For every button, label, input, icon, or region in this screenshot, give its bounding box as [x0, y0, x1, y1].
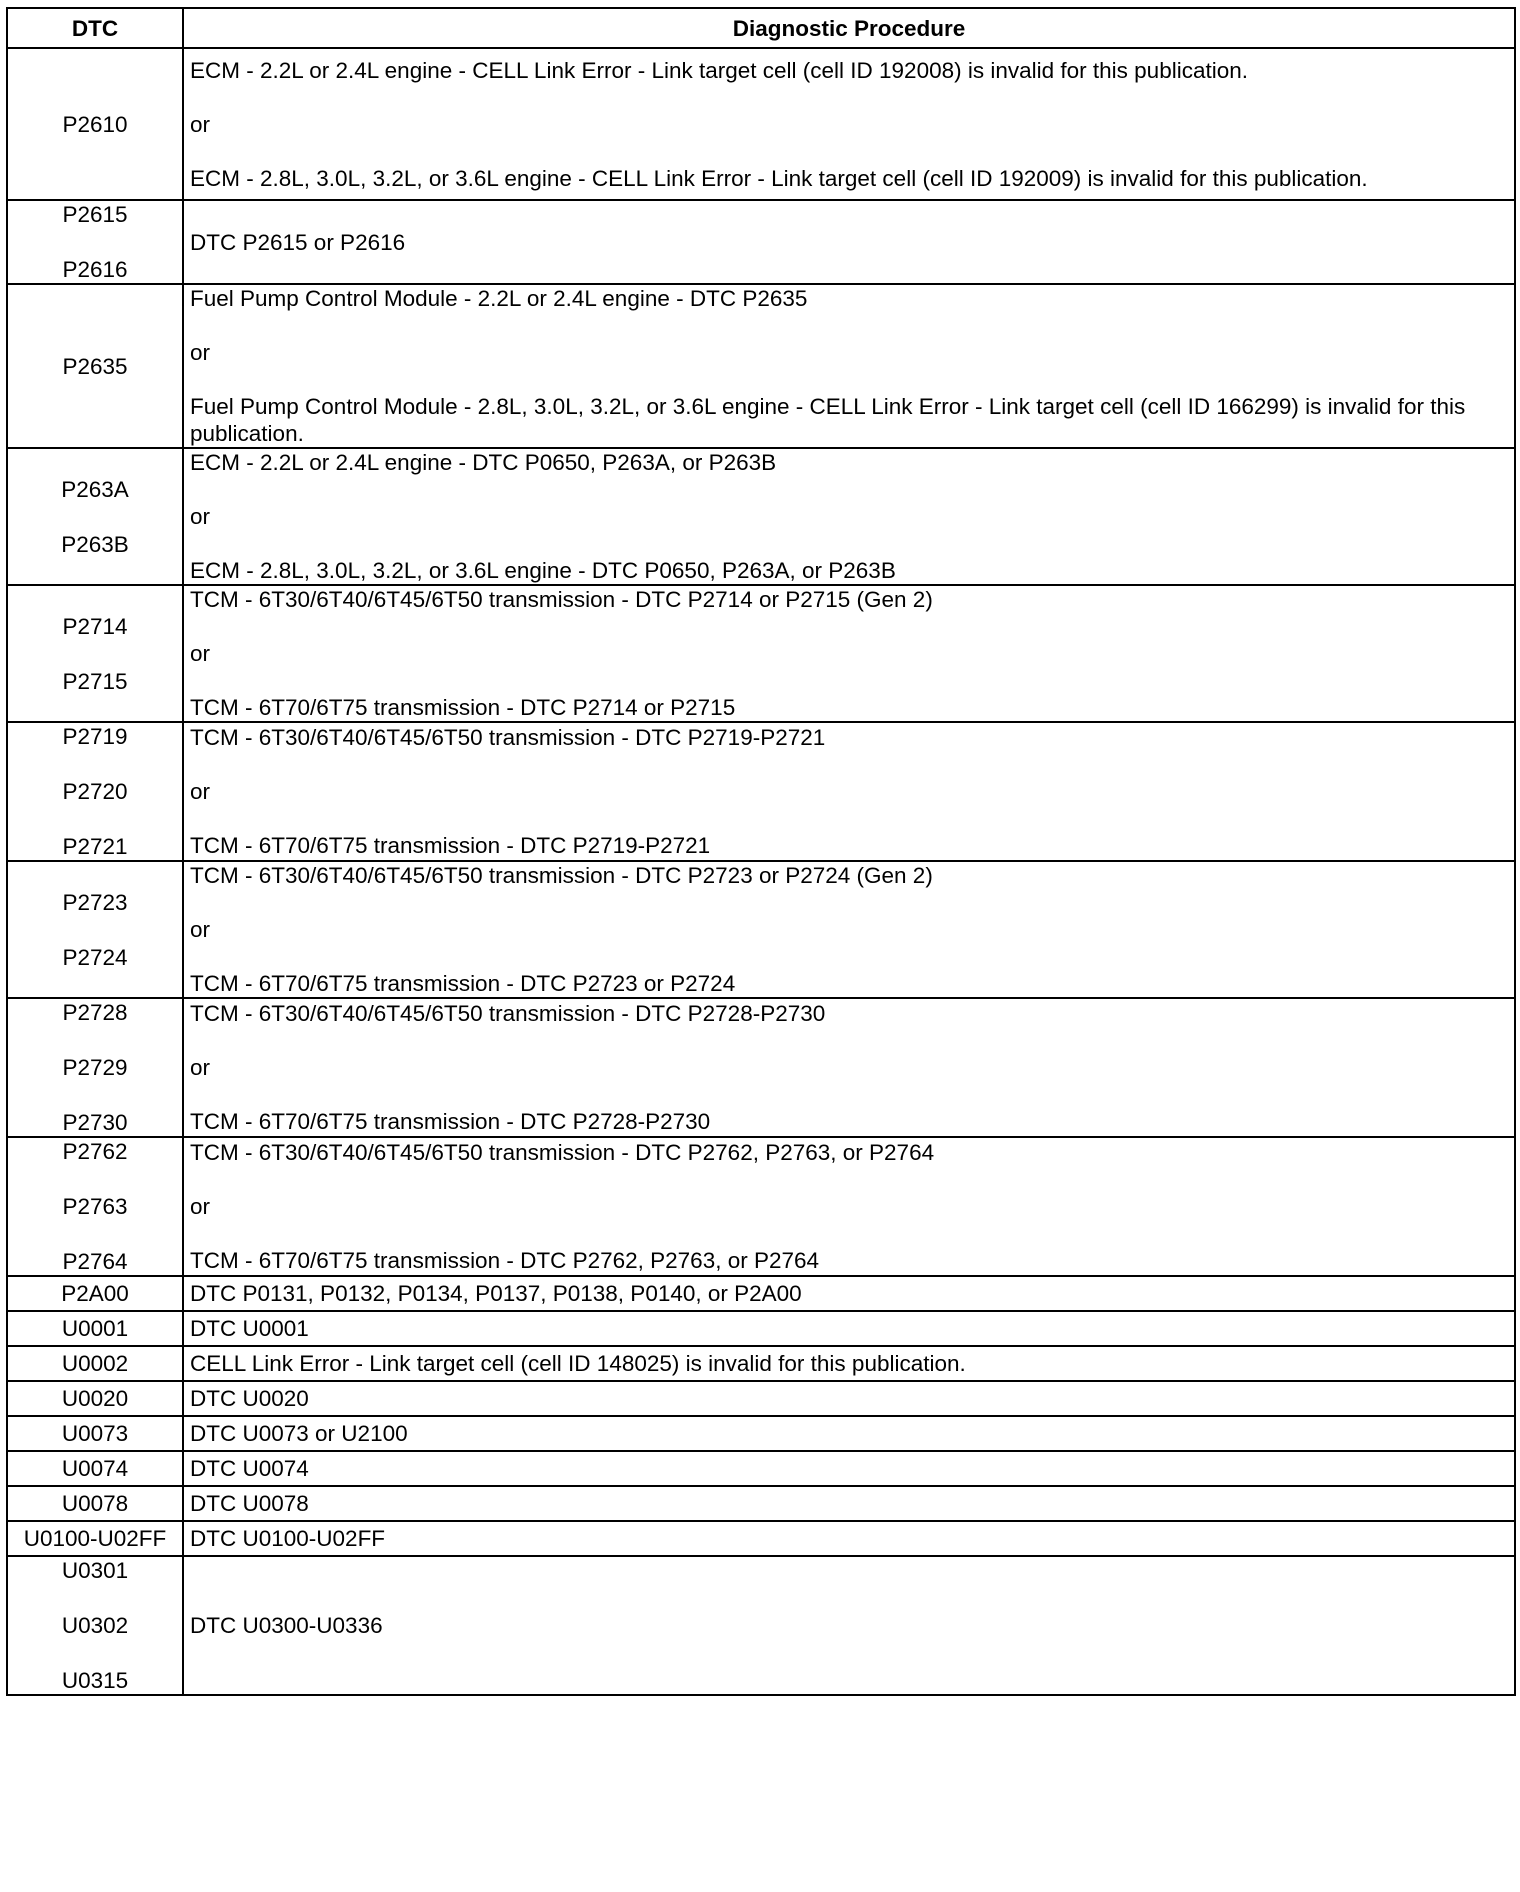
or-separator: or	[190, 1055, 211, 1080]
dtc-code: P2635	[62, 353, 128, 379]
procedure-cell	[183, 1556, 1515, 1695]
dtc-cell	[7, 722, 183, 861]
procedure-text: ECM - 2.2L or 2.4L engine - DTC P0650, P263A, or P263B	[190, 450, 777, 475]
dtc-code: P2721	[62, 834, 128, 859]
procedure-cell	[183, 1311, 1515, 1346]
dtc-table	[6, 7, 1516, 1696]
dtc-cell	[7, 1451, 183, 1486]
dtc-cell	[7, 1276, 183, 1311]
dtc-code: P2730	[62, 1110, 128, 1135]
table-row	[7, 1556, 1515, 1695]
or-separator: or	[190, 340, 211, 365]
procedure-text: TCM - 6T30/6T40/6T45/6T50 transmission - DTC P2723 or P2724 (Gen 2)	[190, 863, 933, 888]
table-row	[7, 48, 1515, 200]
dtc-code: U0001	[61, 1316, 129, 1341]
table-row	[7, 448, 1515, 585]
or-separator: or	[190, 111, 211, 137]
dtc-cell	[7, 861, 183, 998]
dtc-cell	[7, 1556, 183, 1695]
header-row	[7, 8, 1515, 48]
table-row	[7, 1381, 1515, 1416]
procedure-text: TCM - 6T70/6T75 transmission - DTC P2723 or P2724	[190, 971, 736, 996]
or-separator: or	[190, 779, 211, 804]
dtc-code: P2616	[62, 257, 128, 282]
dtc-cell	[7, 1137, 183, 1276]
procedure-cell	[183, 1346, 1515, 1381]
dtc-code: P2728	[62, 1000, 128, 1025]
or-separator: or	[190, 1194, 211, 1219]
table-row	[7, 1521, 1515, 1556]
dtc-cell	[7, 1486, 183, 1521]
dtc-cell	[7, 585, 183, 722]
table-row	[7, 1346, 1515, 1381]
dtc-code: U0315	[61, 1668, 129, 1693]
procedure-text: DTC U0001	[190, 1316, 309, 1341]
procedure-text: Fuel Pump Control Module - 2.2L or 2.4L engine - DTC P2635	[190, 286, 808, 311]
procedure-text: DTC P0131, P0132, P0134, P0137, P0138, P0140, or P2A00	[190, 1281, 802, 1306]
dtc-code: U0302	[61, 1613, 129, 1638]
procedure-cell	[183, 448, 1515, 585]
procedure-cell	[183, 284, 1515, 448]
procedure-cell	[183, 1137, 1515, 1276]
dtc-cell	[7, 448, 183, 585]
table-row	[7, 1137, 1515, 1276]
procedure-text: Fuel Pump Control Module - 2.8L, 3.0L, 3.2L, or 3.6L engine - CELL Link Error - Link target cell (cell ID 166299) is invalid for this publication.	[190, 394, 1466, 446]
dtc-code: P2764	[62, 1249, 128, 1274]
table-row	[7, 1276, 1515, 1311]
procedure-cell	[183, 1416, 1515, 1451]
dtc-cell	[7, 1346, 183, 1381]
table-row	[7, 1486, 1515, 1521]
header-diagnostic-procedure: Diagnostic Procedure	[183, 8, 1515, 48]
table-row	[7, 1416, 1515, 1451]
table-row	[7, 585, 1515, 722]
procedure-text: TCM - 6T30/6T40/6T45/6T50 transmission - DTC P2719-P2721	[190, 725, 826, 750]
table-row	[7, 998, 1515, 1137]
dtc-table-container	[6, 7, 1514, 1696]
dtc-code: P2723	[62, 889, 128, 915]
dtc-code: U0301	[61, 1558, 129, 1583]
procedure-cell	[183, 200, 1515, 284]
procedure-text: DTC U0078	[190, 1491, 309, 1516]
procedure-cell	[183, 1486, 1515, 1521]
dtc-code: U0074	[61, 1456, 129, 1481]
procedure-cell	[183, 722, 1515, 861]
table-row	[7, 1311, 1515, 1346]
procedure-text: TCM - 6T30/6T40/6T45/6T50 transmission - DTC P2728-P2730	[190, 1001, 826, 1026]
dtc-code: P2763	[62, 1194, 128, 1219]
procedure-text: ECM - 2.8L, 3.0L, 3.2L, or 3.6L engine - DTC P0650, P263A, or P263B	[190, 558, 896, 583]
procedure-cell	[183, 1381, 1515, 1416]
dtc-code: U0002	[61, 1351, 129, 1376]
procedure-cell	[183, 1521, 1515, 1556]
dtc-code: P2724	[62, 944, 128, 970]
procedure-cell	[183, 861, 1515, 998]
dtc-code: P2729	[62, 1055, 128, 1080]
procedure-text: TCM - 6T70/6T75 transmission - DTC P2762, P2763, or P2764	[190, 1248, 820, 1273]
dtc-cell	[7, 48, 183, 200]
or-separator: or	[190, 917, 211, 942]
dtc-cell	[7, 1521, 183, 1556]
procedure-text: TCM - 6T70/6T75 transmission - DTC P2719-P2721	[190, 833, 711, 858]
header-dtc: DTC	[7, 8, 183, 48]
procedure-cell	[183, 1276, 1515, 1311]
procedure-text: TCM - 6T70/6T75 transmission - DTC P2714 or P2715	[190, 695, 736, 720]
procedure-text: TCM - 6T30/6T40/6T45/6T50 transmission - DTC P2762, P2763, or P2764	[190, 1140, 935, 1165]
dtc-cell	[7, 200, 183, 284]
dtc-code: P2A00	[61, 1281, 129, 1306]
procedure-text: DTC U0100-U02FF	[190, 1526, 386, 1551]
dtc-code: P2762	[62, 1139, 128, 1164]
dtc-code: U0100-U02FF	[23, 1526, 167, 1551]
procedure-text: TCM - 6T70/6T75 transmission - DTC P2728-P2730	[190, 1109, 711, 1134]
dtc-cell	[7, 1416, 183, 1451]
table-row	[7, 200, 1515, 284]
procedure-text: CELL Link Error - Link target cell (cell ID 148025) is invalid for this publication.	[190, 1351, 966, 1376]
dtc-code: U0073	[61, 1421, 129, 1446]
procedure-text: DTC P2615 or P2616	[190, 229, 406, 255]
procedure-text: ECM - 2.2L or 2.4L engine - CELL Link Error - Link target cell (cell ID 192008) is invalid for this publication.	[190, 57, 1248, 83]
dtc-cell	[7, 284, 183, 448]
table-body	[7, 48, 1515, 1695]
dtc-code: P263B	[61, 531, 129, 557]
procedure-text: TCM - 6T30/6T40/6T45/6T50 transmission - DTC P2714 or P2715 (Gen 2)	[190, 587, 933, 612]
procedure-text: DTC U0074	[190, 1456, 309, 1481]
procedure-cell	[183, 585, 1515, 722]
table-row	[7, 284, 1515, 448]
procedure-text: DTC U0300-U0336	[190, 1613, 383, 1638]
dtc-code: P2615	[62, 202, 128, 227]
procedure-cell	[183, 1451, 1515, 1486]
procedure-cell	[183, 48, 1515, 200]
table-row	[7, 1451, 1515, 1486]
dtc-code: P263A	[61, 476, 129, 502]
dtc-code: U0020	[61, 1386, 129, 1411]
dtc-code: P2715	[62, 668, 128, 694]
table-row	[7, 722, 1515, 861]
or-separator: or	[190, 641, 211, 666]
procedure-text: DTC U0020	[190, 1386, 309, 1411]
or-separator: or	[190, 504, 211, 529]
dtc-code: P2720	[62, 779, 128, 804]
dtc-code: P2719	[62, 724, 128, 749]
dtc-code: U0078	[61, 1491, 129, 1516]
dtc-code: P2714	[62, 613, 128, 639]
procedure-cell	[183, 998, 1515, 1137]
dtc-cell	[7, 1311, 183, 1346]
procedure-text: DTC U0073 or U2100	[190, 1421, 408, 1446]
procedure-text: ECM - 2.8L, 3.0L, 3.2L, or 3.6L engine - CELL Link Error - Link target cell (cell ID 192009) is invalid for this publication.	[190, 165, 1368, 191]
table-row	[7, 861, 1515, 998]
dtc-cell	[7, 998, 183, 1137]
dtc-code: P2610	[62, 111, 128, 137]
dtc-cell	[7, 1381, 183, 1416]
